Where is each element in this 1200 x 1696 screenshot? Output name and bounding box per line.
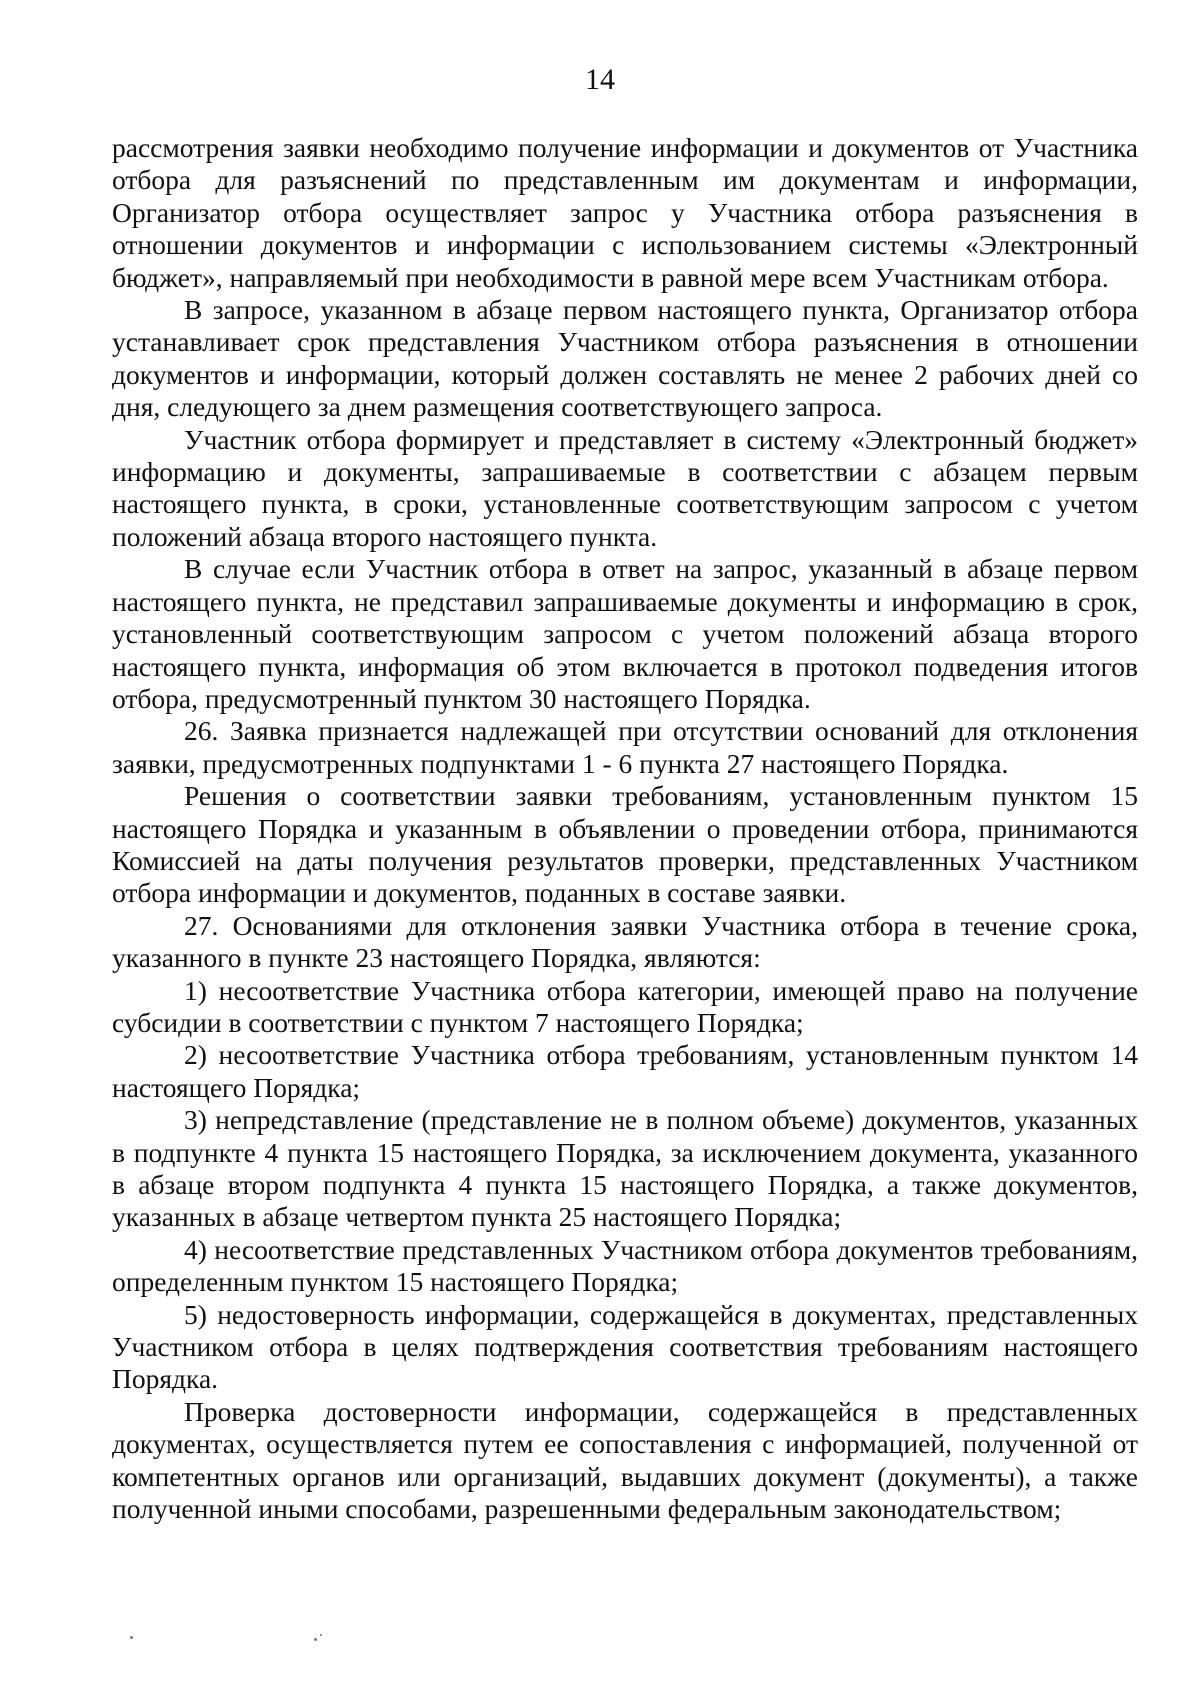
speck-mark (314, 1638, 317, 1641)
list-item-1: 1) несоответствие Участника отбора категории, имеющей право на получение субсидии в соответствии с пунктом 7 настоящего Порядка; (112, 974, 1138, 1038)
paragraph-commission-decisions: Решения о соответствии заявки требованиям, установленным пунктом 15 настоящего Порядка и указанным в объявлении о проведении отбора, принимаются Комиссией на даты получения результатов проверки, представленных Участником отбора информации и документов, поданных в составе заявки. (112, 780, 1138, 909)
paragraph-item-27: 27. Основаниями для отклонения заявки Участника отбора в течение срока, указанного в пункте 23 настоящего Порядка, являются: (112, 909, 1138, 974)
list-item-2: 2) несоответствие Участника отбора требованиям, установленным пунктом 14 настоящего Порядка; (112, 1039, 1138, 1103)
list-item-3: 3) непредставление (представление не в полном объеме) документов, указанных в подпункте 4 пункта 15 настоящего Порядка, за исключением документа, указанного в абзаце втором подпункта 4 пункта 15 настоящего Порядка, а также документов, указанных в абзаце четвертом пункта 25 настоящего Порядка; (112, 1104, 1138, 1233)
paragraph-no-response: В случае если Участник отбора в ответ на запрос, указанный в абзаце первом настоящего пункта, не представил запрашиваемые документы и информацию в срок, установленный соответствующим запросом с учетом положений абзаца второго настоящего пункта, информация об этом включается в протокол подведения итогов отбора, предусмотренный пунктом 30 настоящего Порядка. (112, 553, 1138, 714)
speck-mark (130, 1636, 133, 1639)
list-item-4: 4) несоответствие представленных Участником отбора документов требованиям, определенным пунктом 15 настоящего Порядка; (112, 1233, 1138, 1298)
paragraph-item-26: 26. Заявка признается надлежащей при отсутствии оснований для отклонения заявки, предусмотренных подпунктами 1 - 6 пункта 27 настоящего Порядка. (112, 715, 1138, 779)
list-item-5: 5) недостоверность информации, содержащейся в документах, представленных Участником отбора в целях подтверждения соответствия требованиям настоящего Порядка. (112, 1298, 1138, 1395)
paragraph-request-deadline: В запросе, указанном в абзаце первом настоящего пункта, Организатор отбора устанавливает срок представления Участником отбора разъяснения в отношении документов и информации, который должен составлять не менее 2 рабочих дней со дня, следующего за днем размещения соответствующего запроса. (112, 294, 1138, 423)
paragraph-participant-submits: Участник отбора формирует и представляет в систему «Электронный бюджет» информацию и документы, запрашиваемые в соответствии с абзацем первым настоящего пункта, в сроки, установленные соответствующим запросом с учетом положений абзаца второго настоящего пункта. (112, 423, 1138, 552)
paragraph-verification: Проверка достоверности информации, содержащейся в представленных документах, осуществляется путем ее сопоставления с информацией, полученной от компетентных органов или организаций, выдавших документ (документы), а также полученной иными способами, разрешенными федеральным законодательством; (112, 1395, 1138, 1525)
scan-specks (130, 1632, 370, 1648)
page-number: 14 (585, 63, 615, 96)
paragraph-continuation: рассмотрения заявки необходимо получение информации и документов от Участника отбора для разъяснений по представленным им документам и информации, Организатор отбора осуществляет запрос у Участника отбора разъяснения в отношении документов и информации с использованием системы «Электронный бюджет», направляемый при необходимости в равной мере всем Участникам отбора. (112, 132, 1138, 293)
speck-mark (320, 1634, 322, 1636)
document-body (112, 132, 1138, 1525)
